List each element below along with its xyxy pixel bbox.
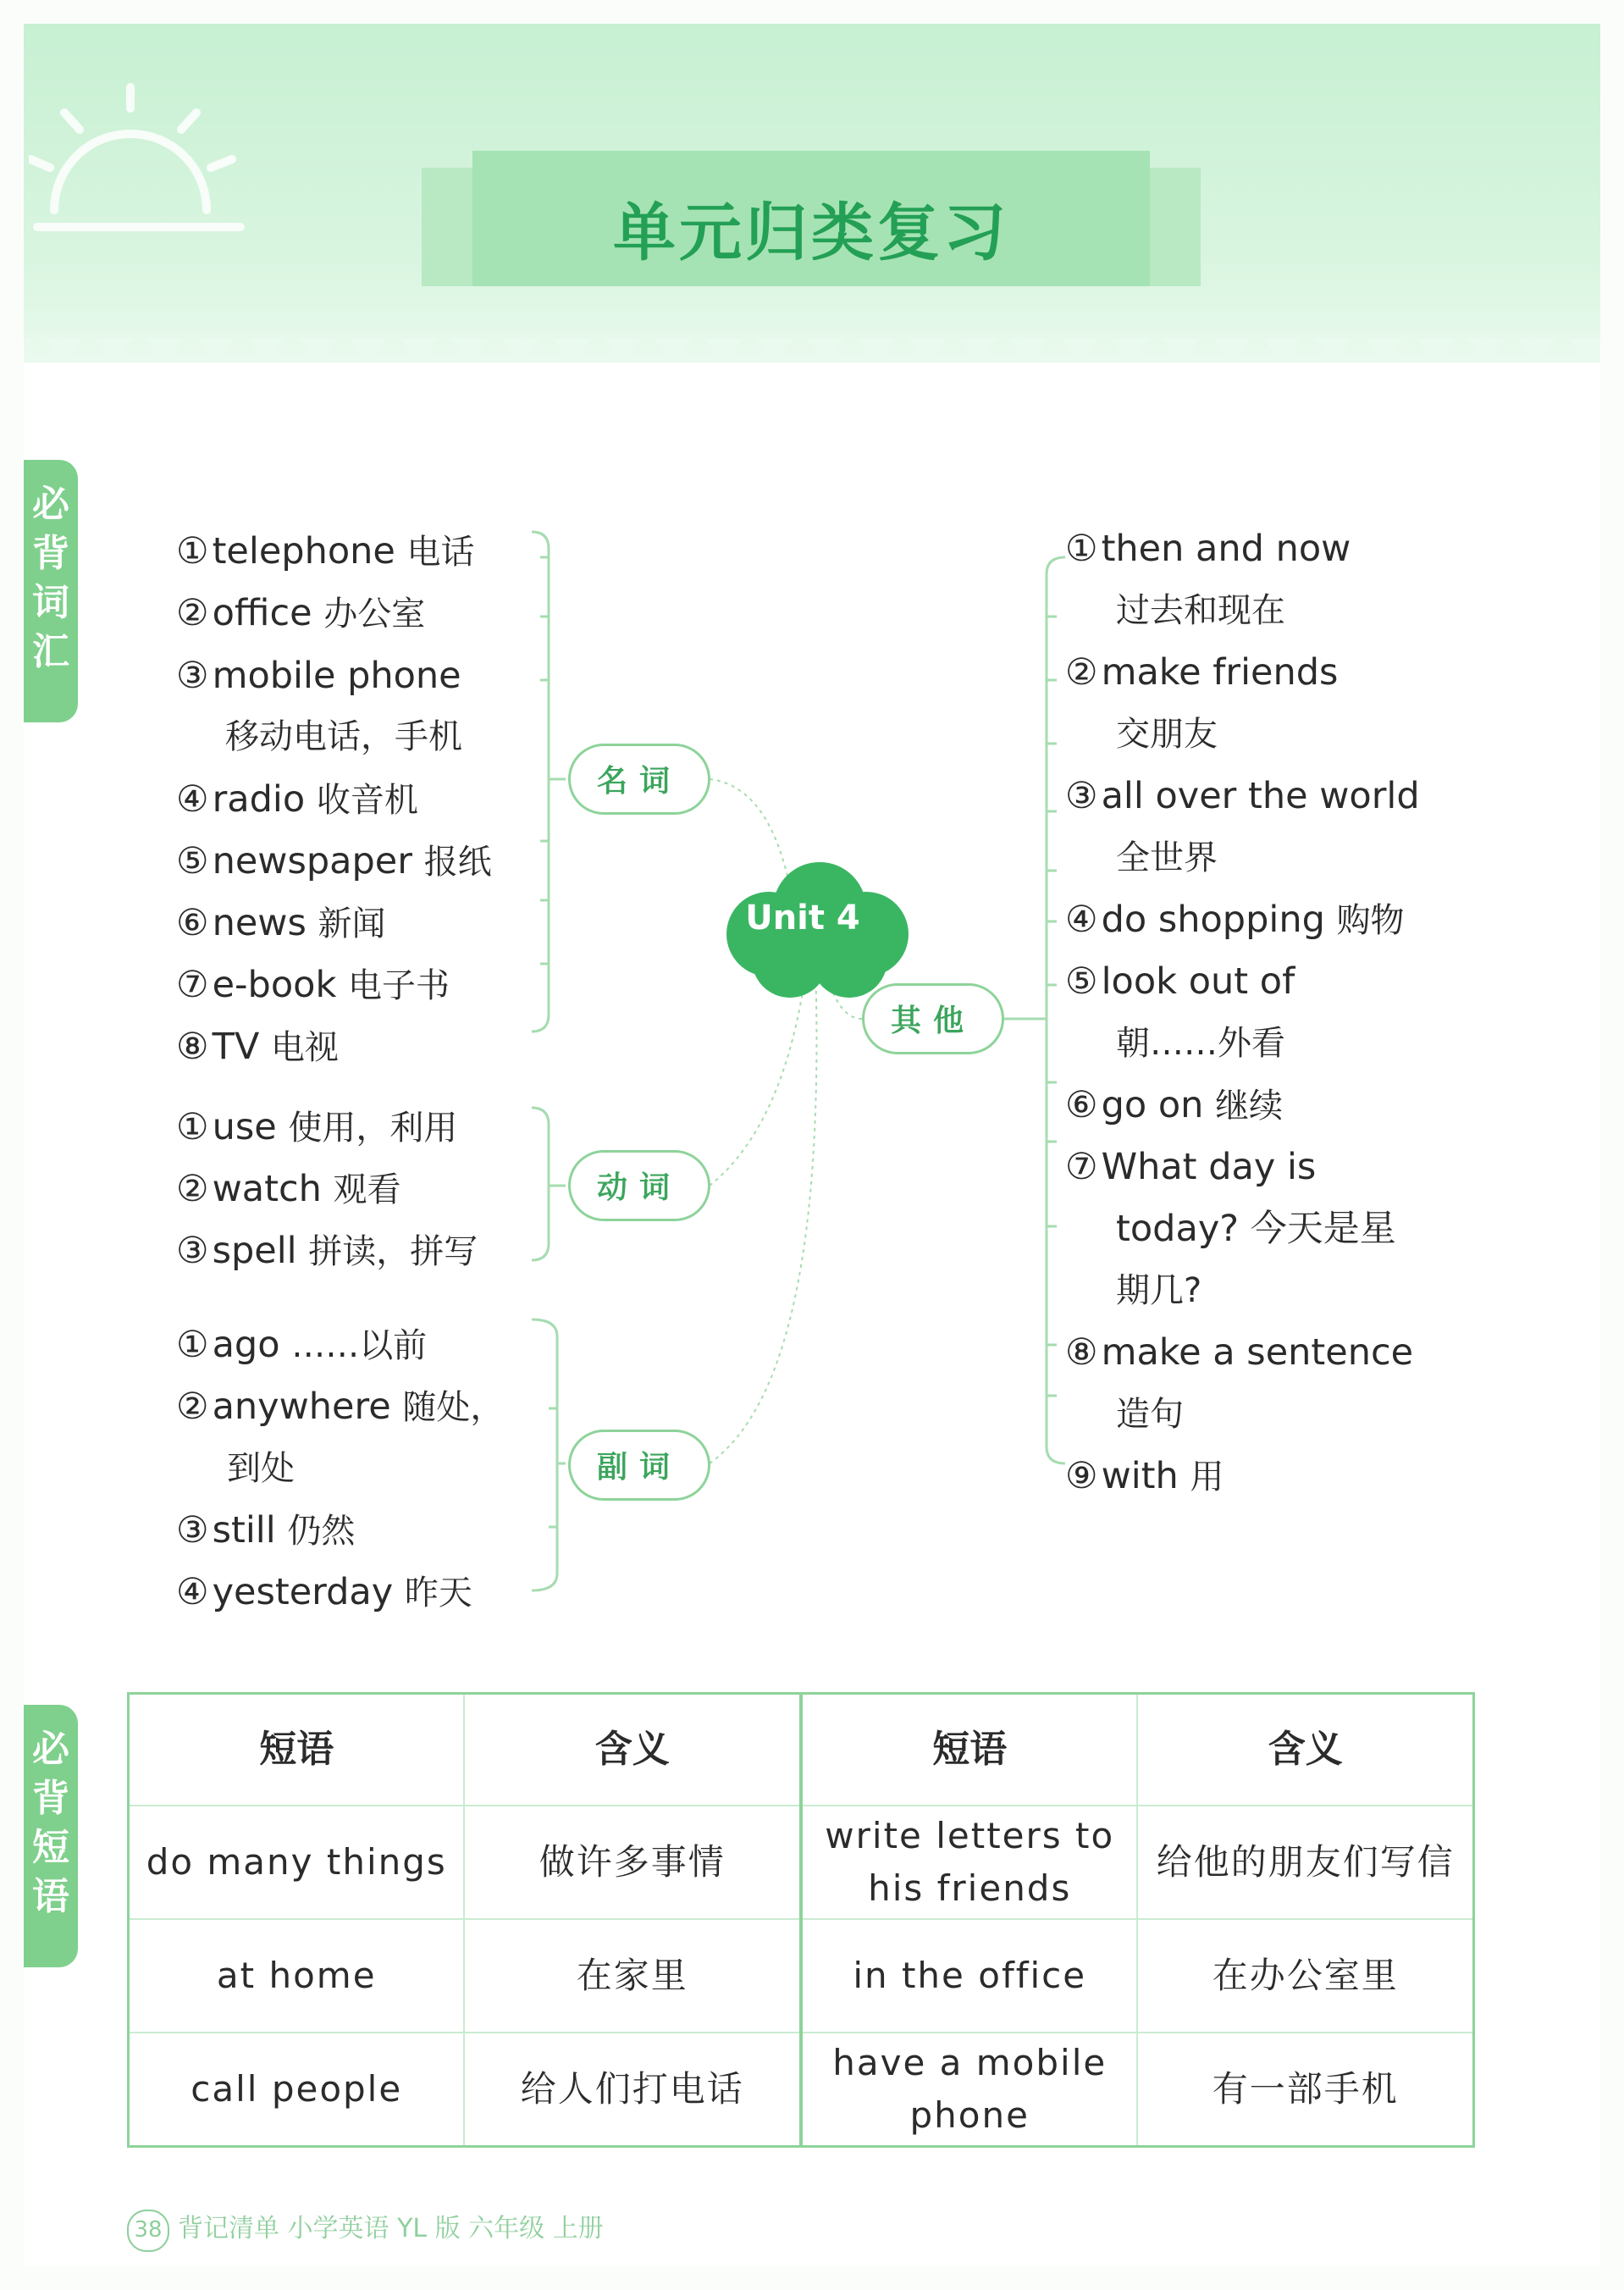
table-cell: 有一部手机 bbox=[1137, 2033, 1473, 2147]
table-row bbox=[129, 1806, 1474, 1919]
page bbox=[24, 24, 1600, 2266]
list-item-continuation: 全世界 bbox=[1116, 838, 1218, 877]
column-header-phrase: 短语 bbox=[801, 1694, 1138, 1806]
list-item: ①then and now bbox=[1065, 528, 1351, 570]
node-adverb: 副词 bbox=[568, 1430, 710, 1501]
list-item-continuation: 到处 bbox=[227, 1449, 295, 1488]
list-item: ①ago ……以前 bbox=[176, 1324, 428, 1366]
table-cell: 在办公室里 bbox=[1137, 1919, 1473, 2033]
footer-text: 背记清单 小学英语 YL 版 六年级 上册 bbox=[178, 2214, 604, 2243]
column-header-meaning: 含义 bbox=[1137, 1694, 1473, 1806]
side-tab-phrases: 必 背 短 语 bbox=[24, 1705, 78, 1967]
list-item-continuation: 造句 bbox=[1116, 1395, 1184, 1434]
list-item-continuation: 朝……外看 bbox=[1116, 1024, 1285, 1063]
side-tab-vocabulary: 必 背 词 汇 bbox=[24, 460, 78, 722]
list-item: ④do shopping 购物 bbox=[1065, 899, 1405, 941]
list-item: ①telephone 电话 bbox=[176, 530, 475, 572]
table-cell: 在家里 bbox=[464, 1919, 801, 2033]
page-title: 单元归类复习 bbox=[613, 196, 1009, 269]
table-cell: at home bbox=[129, 1919, 465, 2033]
table-header-row bbox=[129, 1694, 1474, 1806]
table-cell: in the office bbox=[801, 1919, 1138, 2033]
list-item: ②watch 观看 bbox=[176, 1168, 401, 1210]
page-footer bbox=[127, 2207, 604, 2252]
page-number: 38 bbox=[127, 2210, 169, 2252]
list-item-continuation: today? 今天是星 bbox=[1116, 1208, 1396, 1250]
list-item: ④yesterday 昨天 bbox=[176, 1571, 472, 1613]
list-item: ②make friends bbox=[1065, 651, 1339, 694]
table-cell: write letters to his friends bbox=[801, 1806, 1138, 1919]
list-item: ⑧make a sentence bbox=[1065, 1331, 1414, 1374]
list-item-continuation: 过去和现在 bbox=[1116, 591, 1285, 630]
list-item: ③all over the world bbox=[1065, 775, 1420, 817]
list-item: ②anywhere 随处， bbox=[176, 1386, 505, 1428]
list-item: ⑤look out of bbox=[1065, 960, 1295, 1003]
list-item: ⑥go on 继续 bbox=[1065, 1084, 1284, 1126]
table-row bbox=[129, 2033, 1474, 2147]
phrase-table bbox=[127, 1692, 1475, 2148]
list-item: ⑧TV 电视 bbox=[176, 1026, 339, 1068]
list-item-continuation: 交朋友 bbox=[1116, 715, 1218, 754]
table-row bbox=[129, 1919, 1474, 2033]
list-item-continuation: 期几? bbox=[1116, 1271, 1202, 1310]
node-other: 其他 bbox=[862, 983, 1004, 1054]
list-item: ⑤newspaper 报纸 bbox=[176, 840, 492, 882]
list-item: ④radio 收音机 bbox=[176, 778, 418, 821]
table-cell: do many things bbox=[129, 1806, 465, 1919]
list-item: ②office 办公室 bbox=[176, 592, 426, 634]
table-cell: call people bbox=[129, 2033, 465, 2147]
table-cell: 给他的朋友们写信 bbox=[1137, 1806, 1473, 1919]
node-noun: 名词 bbox=[568, 744, 710, 815]
table-cell: 给人们打电话 bbox=[464, 2033, 801, 2147]
list-item-continuation: 移动电话，手机 bbox=[225, 717, 462, 756]
list-item: ⑦What day is bbox=[1065, 1146, 1317, 1188]
column-header-phrase: 短语 bbox=[129, 1694, 465, 1806]
table-cell: have a mobile phone bbox=[801, 2033, 1138, 2147]
column-header-meaning: 含义 bbox=[464, 1694, 801, 1806]
list-item: ⑨with 用 bbox=[1065, 1455, 1224, 1497]
list-item: ⑥news 新闻 bbox=[176, 902, 386, 944]
list-item: ⑦e-book 电子书 bbox=[176, 964, 450, 1006]
list-item: ①use 使用，利用 bbox=[176, 1106, 458, 1148]
node-verb: 动词 bbox=[568, 1150, 710, 1221]
list-item: ③mobile phone bbox=[176, 655, 461, 697]
list-item: ③spell 拼读，拼写 bbox=[176, 1230, 478, 1272]
table-cell: 做许多事情 bbox=[464, 1806, 801, 1919]
list-item: ③still 仍然 bbox=[176, 1509, 356, 1552]
unit-label: Unit 4 bbox=[745, 899, 860, 938]
